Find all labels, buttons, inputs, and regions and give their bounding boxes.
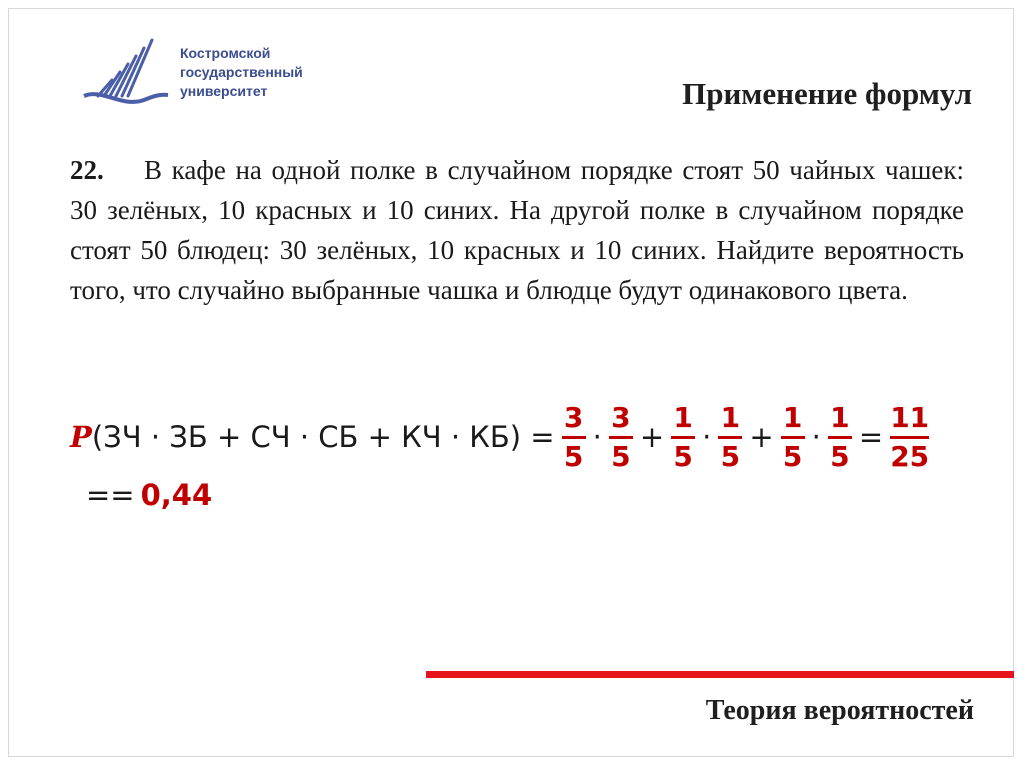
probability-symbol: P xyxy=(70,420,92,454)
event-expression: (ЗЧ · ЗБ + СЧ · СБ + КЧ · КБ) = xyxy=(91,420,555,454)
fraction xyxy=(781,402,805,473)
fraction-denominator: 25 xyxy=(890,439,930,473)
result-prefix: == xyxy=(86,478,135,512)
problem-statement xyxy=(70,150,964,310)
slide-title: Применение формул xyxy=(682,76,972,111)
logo-text xyxy=(180,44,303,101)
fraction xyxy=(718,402,742,473)
probability-formula xyxy=(70,392,932,482)
fraction-numerator: 1 xyxy=(720,400,741,434)
fraction-numerator: 1 xyxy=(830,400,850,434)
result-value: 0,44 xyxy=(140,478,213,512)
fraction-numerator: 3 xyxy=(563,400,584,434)
fraction-denominator: 5 xyxy=(782,439,803,473)
operator: · xyxy=(702,420,712,454)
fraction-numerator: 1 xyxy=(782,400,803,434)
problem-number: 22. xyxy=(70,155,104,185)
logo-line: государственный xyxy=(180,64,303,80)
footer-divider xyxy=(426,671,1014,678)
fraction xyxy=(671,402,695,473)
operator: · xyxy=(592,420,602,454)
fraction-denominator: 5 xyxy=(720,439,741,473)
fraction-denominator: 5 xyxy=(611,439,631,473)
operator: · xyxy=(811,420,821,454)
fraction-denominator: 5 xyxy=(563,439,584,473)
fraction-numerator: 3 xyxy=(611,400,631,434)
operator: + xyxy=(639,420,665,454)
logo-line: университет xyxy=(180,83,268,99)
university-logo xyxy=(82,38,342,108)
problem-text: В кафе на одной полке в случайном порядке стоят 50 чайных чашек: 30 зелёных, 10 красных и 10 синих. На другой полке в случайном порядке стоят 50 блюдец: 30 зелёных, 10 красных и 10 синих. Найдите вероятность того, что случайно выбранные чашка и блюдце будут одинакового цвета. xyxy=(70,155,964,305)
logo-line: Костромской xyxy=(180,45,271,61)
operator: = xyxy=(858,420,884,454)
fraction xyxy=(562,402,586,473)
fraction xyxy=(609,402,633,473)
fraction-denominator: 5 xyxy=(673,439,693,473)
operator: + xyxy=(749,420,774,454)
fraction-numerator: 11 xyxy=(890,400,930,434)
footer-title: Теория вероятностей xyxy=(705,695,974,726)
slide-frame xyxy=(8,8,1014,757)
fraction-numerator: 1 xyxy=(673,400,693,434)
fraction xyxy=(828,402,852,473)
fraction-result xyxy=(890,402,929,473)
logo-emblem-icon xyxy=(82,38,177,110)
fraction-denominator: 5 xyxy=(830,439,850,473)
result-line xyxy=(86,478,212,512)
